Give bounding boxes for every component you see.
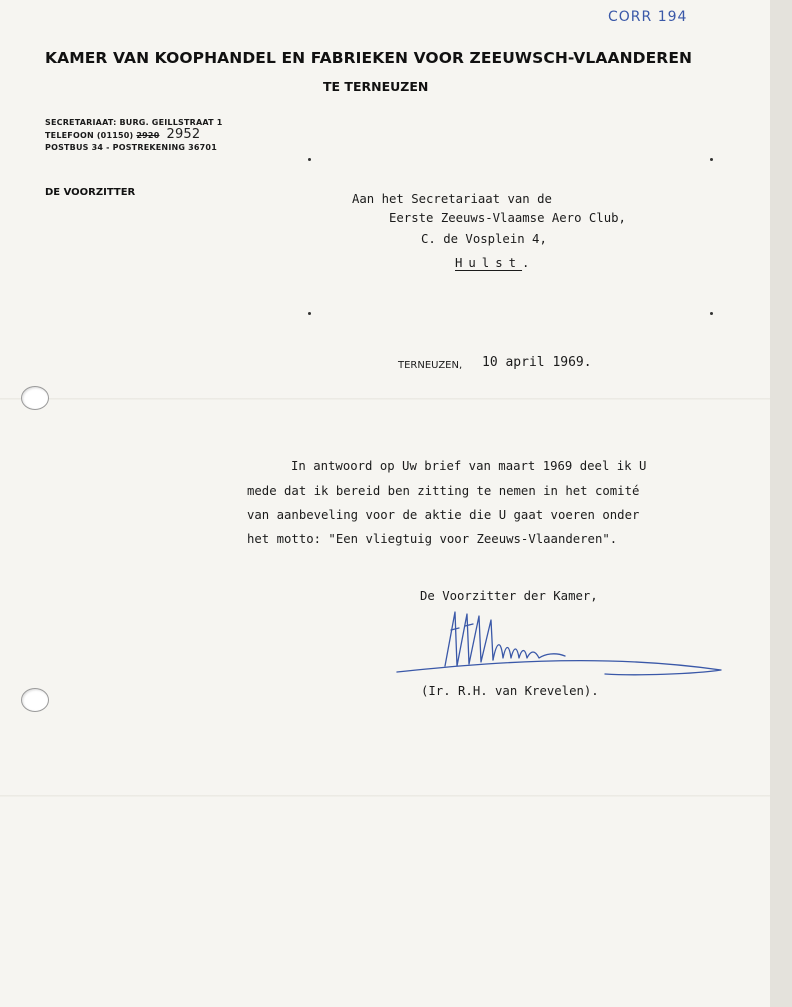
closing-title: De Voorzitter der Kamer,	[420, 589, 598, 603]
address-mark-dot	[710, 312, 713, 315]
body-line-3: van aanbeveling voor de aktie die U gaat voeren onder	[247, 508, 640, 522]
secretariat-address: SECRETARIAAT: BURG. GEILLSTRAAT 1	[45, 118, 223, 127]
phone-label: TELEFOON (01150)	[45, 131, 134, 140]
address-mark-dot	[308, 158, 311, 161]
letter-date: 10 april 1969.	[482, 355, 592, 370]
body-line-4: het motto: "Een vliegtuig voor Zeeuws-Vlaanderen".	[247, 532, 618, 546]
address-mark-dot	[308, 312, 311, 315]
address-mark-dot	[710, 158, 713, 161]
body-line-2: mede dat ik bereid ben zitting te nemen in het comité	[247, 484, 640, 498]
phone-line	[45, 127, 200, 142]
postbox-line: POSTBUS 34 - POSTREKENING 36701	[45, 143, 217, 152]
recipient-line-2: Eerste Zeeuws-Vlaamse Aero Club,	[389, 211, 626, 225]
paper-fold	[0, 795, 770, 797]
phone-new-number: 2952	[166, 127, 201, 142]
handwritten-note: CORR 194	[608, 9, 688, 25]
signature-image	[395, 600, 730, 680]
date-place: TERNEUZEN,	[398, 360, 463, 371]
punch-hole	[21, 386, 49, 410]
recipient-city: Hulst	[455, 256, 523, 270]
paper-fold	[0, 398, 770, 400]
signatory-name: (Ir. R.H. van Krevelen).	[421, 684, 599, 698]
recipient-city-suffix: .	[522, 256, 530, 270]
recipient-city-line	[455, 256, 529, 270]
org-name: KAMER VAN KOOPHANDEL EN FABRIEKEN VOOR ZEEUWSCH-VLAANDEREN	[45, 49, 693, 67]
punch-hole	[21, 688, 49, 712]
phone-old-number: 2920	[136, 131, 160, 140]
org-city: TE TERNEUZEN	[323, 79, 429, 94]
recipient-line-3: C. de Vosplein 4,	[421, 232, 547, 246]
body-line-1: In antwoord op Uw brief van maart 1969 deel ik U	[291, 459, 647, 473]
chair-label: DE VOORZITTER	[45, 187, 136, 198]
recipient-line-1: Aan het Secretariaat van de	[352, 192, 552, 206]
page-edge	[770, 0, 792, 1007]
